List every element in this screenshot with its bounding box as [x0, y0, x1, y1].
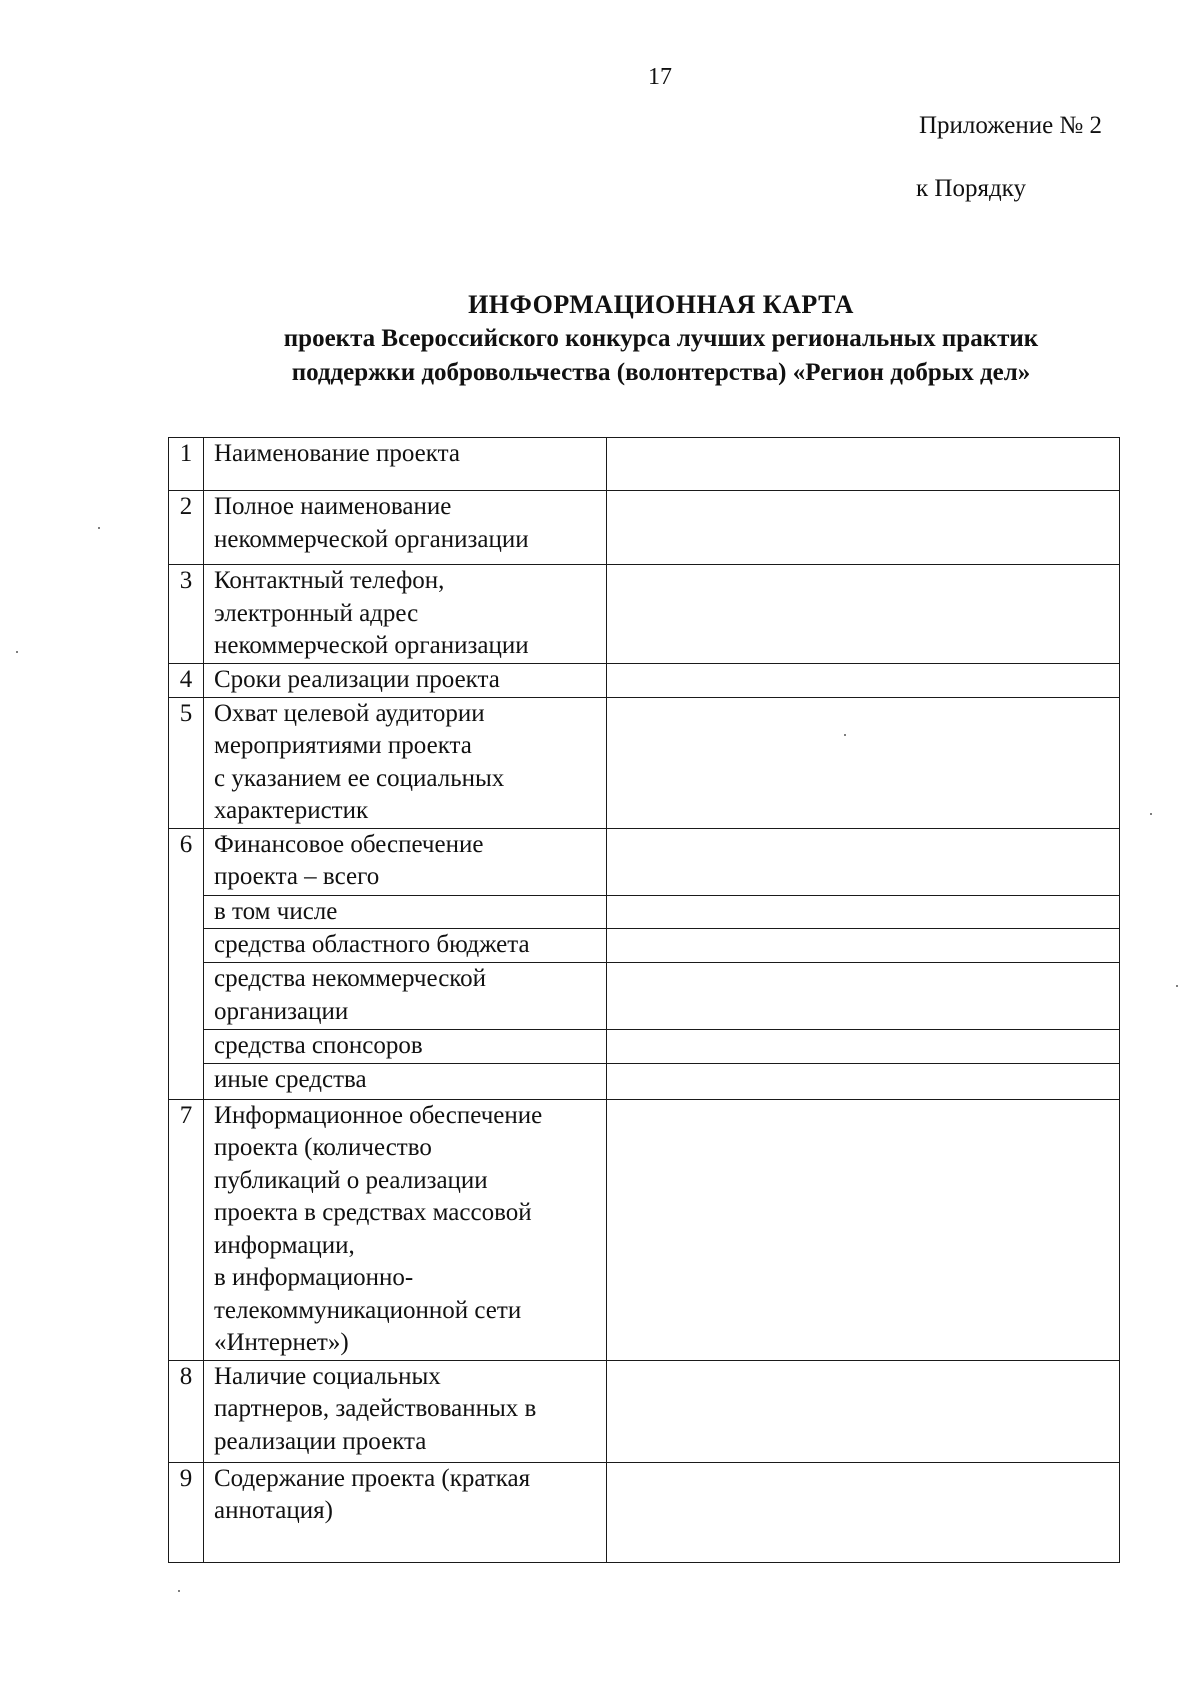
row-number: 8 — [169, 1360, 204, 1462]
row-value-cell[interactable] — [607, 828, 1120, 895]
row-label: Полное наименование некоммерческой организации — [204, 491, 607, 565]
title-subtitle-line2: поддержки добровольчества (волонтерства) «Регион добрых дел» — [291, 359, 1031, 386]
scan-speck — [178, 1590, 180, 1592]
subrow-label: средства спонсоров — [204, 1030, 607, 1064]
row-value-cell[interactable] — [607, 963, 1120, 1030]
row-value-cell[interactable] — [607, 1063, 1120, 1099]
row-value-cell[interactable] — [607, 895, 1120, 929]
title-main: ИНФОРМАЦИОННАЯ КАРТА — [468, 290, 854, 319]
appendix-order-label: к Порядку — [916, 175, 1026, 202]
row-label: Сроки реализации проекта — [204, 664, 607, 698]
row-label: Наименование проекта — [204, 438, 607, 491]
row-value-cell[interactable] — [607, 491, 1120, 565]
table-row — [169, 491, 1120, 565]
row-number: 2 — [169, 491, 204, 565]
subrow-label: средства областного бюджета — [204, 929, 607, 963]
scan-speck — [1176, 985, 1178, 987]
row-value-cell[interactable] — [607, 1462, 1120, 1562]
table-row — [169, 565, 1120, 664]
table-subrow — [169, 1063, 1120, 1099]
row-value-cell[interactable] — [607, 929, 1120, 963]
table-row — [169, 1462, 1120, 1562]
row-label: Контактный телефон, электронный адрес некоммерческой организации — [204, 565, 607, 664]
row-number: 3 — [169, 565, 204, 664]
title-subtitle-line1: проекта Всероссийского конкурса лучших региональных практик — [283, 325, 1039, 352]
subrow-label: иные средства — [204, 1063, 607, 1099]
table-subrow — [169, 929, 1120, 963]
subrow-label: средства некоммерческой организации — [204, 963, 607, 1030]
row-value-cell[interactable] — [607, 438, 1120, 491]
row-value-cell[interactable] — [607, 1360, 1120, 1462]
table-subrow — [169, 963, 1120, 1030]
table-row — [169, 1099, 1120, 1360]
row-value-cell[interactable] — [607, 1030, 1120, 1064]
table-row — [169, 828, 1120, 895]
row-number: 9 — [169, 1462, 204, 1562]
table-subrow — [169, 1030, 1120, 1064]
table-row — [169, 664, 1120, 698]
row-number: 7 — [169, 1099, 204, 1360]
scan-speck — [16, 651, 18, 653]
subrow-label: в том числе — [204, 895, 607, 929]
row-label: Информационное обеспечение проекта (количество публикаций о реализации проекта в средствах массовой информации, в информационно- телекоммуникационной сети «Интернет») — [204, 1099, 607, 1360]
information-card-table — [168, 437, 1120, 1563]
row-label: Наличие социальных партнеров, задействованных в реализации проекта — [204, 1360, 607, 1462]
row-number: 4 — [169, 664, 204, 698]
row-value-cell[interactable] — [607, 565, 1120, 664]
row-number: 1 — [169, 438, 204, 491]
row-label: Содержание проекта (краткая аннотация) — [204, 1462, 607, 1562]
scan-speck — [1150, 813, 1152, 815]
table-row — [169, 1360, 1120, 1462]
row-label: Охват целевой аудитории мероприятиями проекта с указанием ее социальных характеристик — [204, 697, 607, 828]
row-label: Финансовое обеспечение проекта – всего — [204, 828, 607, 895]
table-subrow — [169, 895, 1120, 929]
scan-speck — [98, 527, 100, 529]
table-row — [169, 438, 1120, 491]
scan-speck — [844, 734, 846, 736]
document-title — [180, 288, 1142, 390]
table-row — [169, 697, 1120, 828]
row-value-cell[interactable] — [607, 1099, 1120, 1360]
row-number: 6 — [169, 828, 204, 1099]
row-number: 5 — [169, 697, 204, 828]
appendix-label: Приложение № 2 — [919, 112, 1103, 139]
row-value-cell[interactable] — [607, 664, 1120, 698]
row-value-cell[interactable] — [607, 697, 1120, 828]
page-number: 17 — [648, 64, 672, 90]
